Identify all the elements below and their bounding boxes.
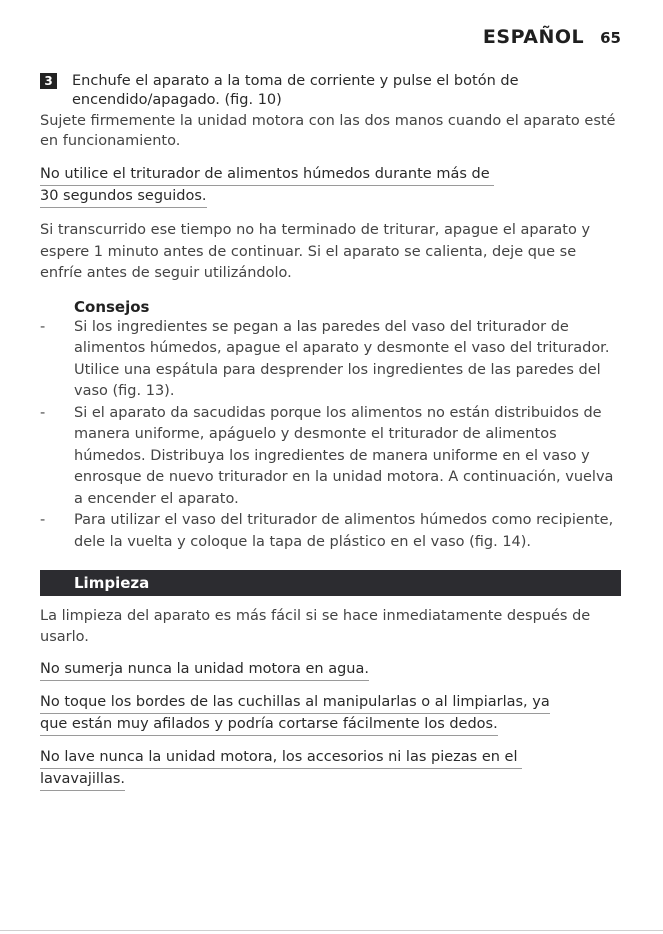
warning-dishwasher-line2: lavavajillas. [40, 769, 125, 791]
warning-blades [40, 692, 621, 736]
page-number: 65 [600, 29, 621, 47]
warning-30-seconds-line2: 30 segundos seguidos. [40, 186, 207, 208]
tips-list [40, 317, 621, 554]
warning-no-submerge-text: No sumerja nunca la unidad motora en agua. [40, 659, 369, 681]
page-bottom-rule [0, 930, 663, 931]
tip-item: - Para utilizar el vaso del triturador de alimentos húmedos como recipiente, dele la vuelta y coloque la tapa de plástico en el vaso (fig. 14). [40, 510, 621, 553]
tip-item: - Si los ingredientes se pegan a las paredes del vaso del triturador de alimentos húmedos, apague el aparato y desmonte el vaso del triturador. Utilice una espátula para desprender los ingredientes de las paredes del vaso (fig. 13). [40, 317, 621, 403]
step-number-badge: 3 [40, 73, 57, 89]
warning-30-seconds-line1: No utilice el triturador de alimentos húmedos durante más de [40, 164, 494, 186]
warning-no-submerge [40, 659, 621, 681]
cleaning-intro: La limpieza del aparato es más fácil si se hace inmediatamente después de usarlo. [40, 608, 591, 645]
warning-blades-line2: que están muy afilados y podría cortarse fácilmente los dedos. [40, 714, 498, 736]
step-3 [40, 72, 621, 110]
tip-item: - Si el aparato da sacudidas porque los alimentos no están distribuidos de manera uniforme, apáguelo y desmonte el triturador de alimentos húmedos. Distribuya los ingredientes de manera uniforme en el vaso y enrosque de nuevo triturador en la unidad motora. A continuación, vuelva a encender el aparato. [40, 403, 621, 511]
page-content [40, 72, 621, 791]
warning-dishwasher [40, 747, 621, 791]
warning-30-seconds [40, 164, 621, 208]
warning-blades-line1: No toque los bordes de las cuchillas al manipularlas o al limpiarlas, ya [40, 692, 550, 714]
page-header [483, 26, 621, 48]
step-3-text: Enchufe el aparato a la toma de corriente y pulse el botón de encendido/apagado. (fig. 10) [72, 73, 519, 108]
warning-dishwasher-line1: No lave nunca la unidad motora, los accesorios ni las piezas en el [40, 747, 522, 769]
section-heading-cleaning: Limpieza [40, 570, 621, 596]
language-label: ESPAÑOL [482, 26, 585, 48]
tips-title: Consejos [74, 297, 150, 316]
hold-instruction: Sujete firmemente la unidad motora con las dos manos cuando el aparato esté en funcionamiento. [40, 113, 616, 149]
wait-instruction: Si transcurrido ese tiempo no ha terminado de triturar, apague el aparato y espere 1 minuto antes de continuar. Si el aparato se calienta, deje que se enfríe antes de seguir utilizándolo. [40, 222, 591, 281]
